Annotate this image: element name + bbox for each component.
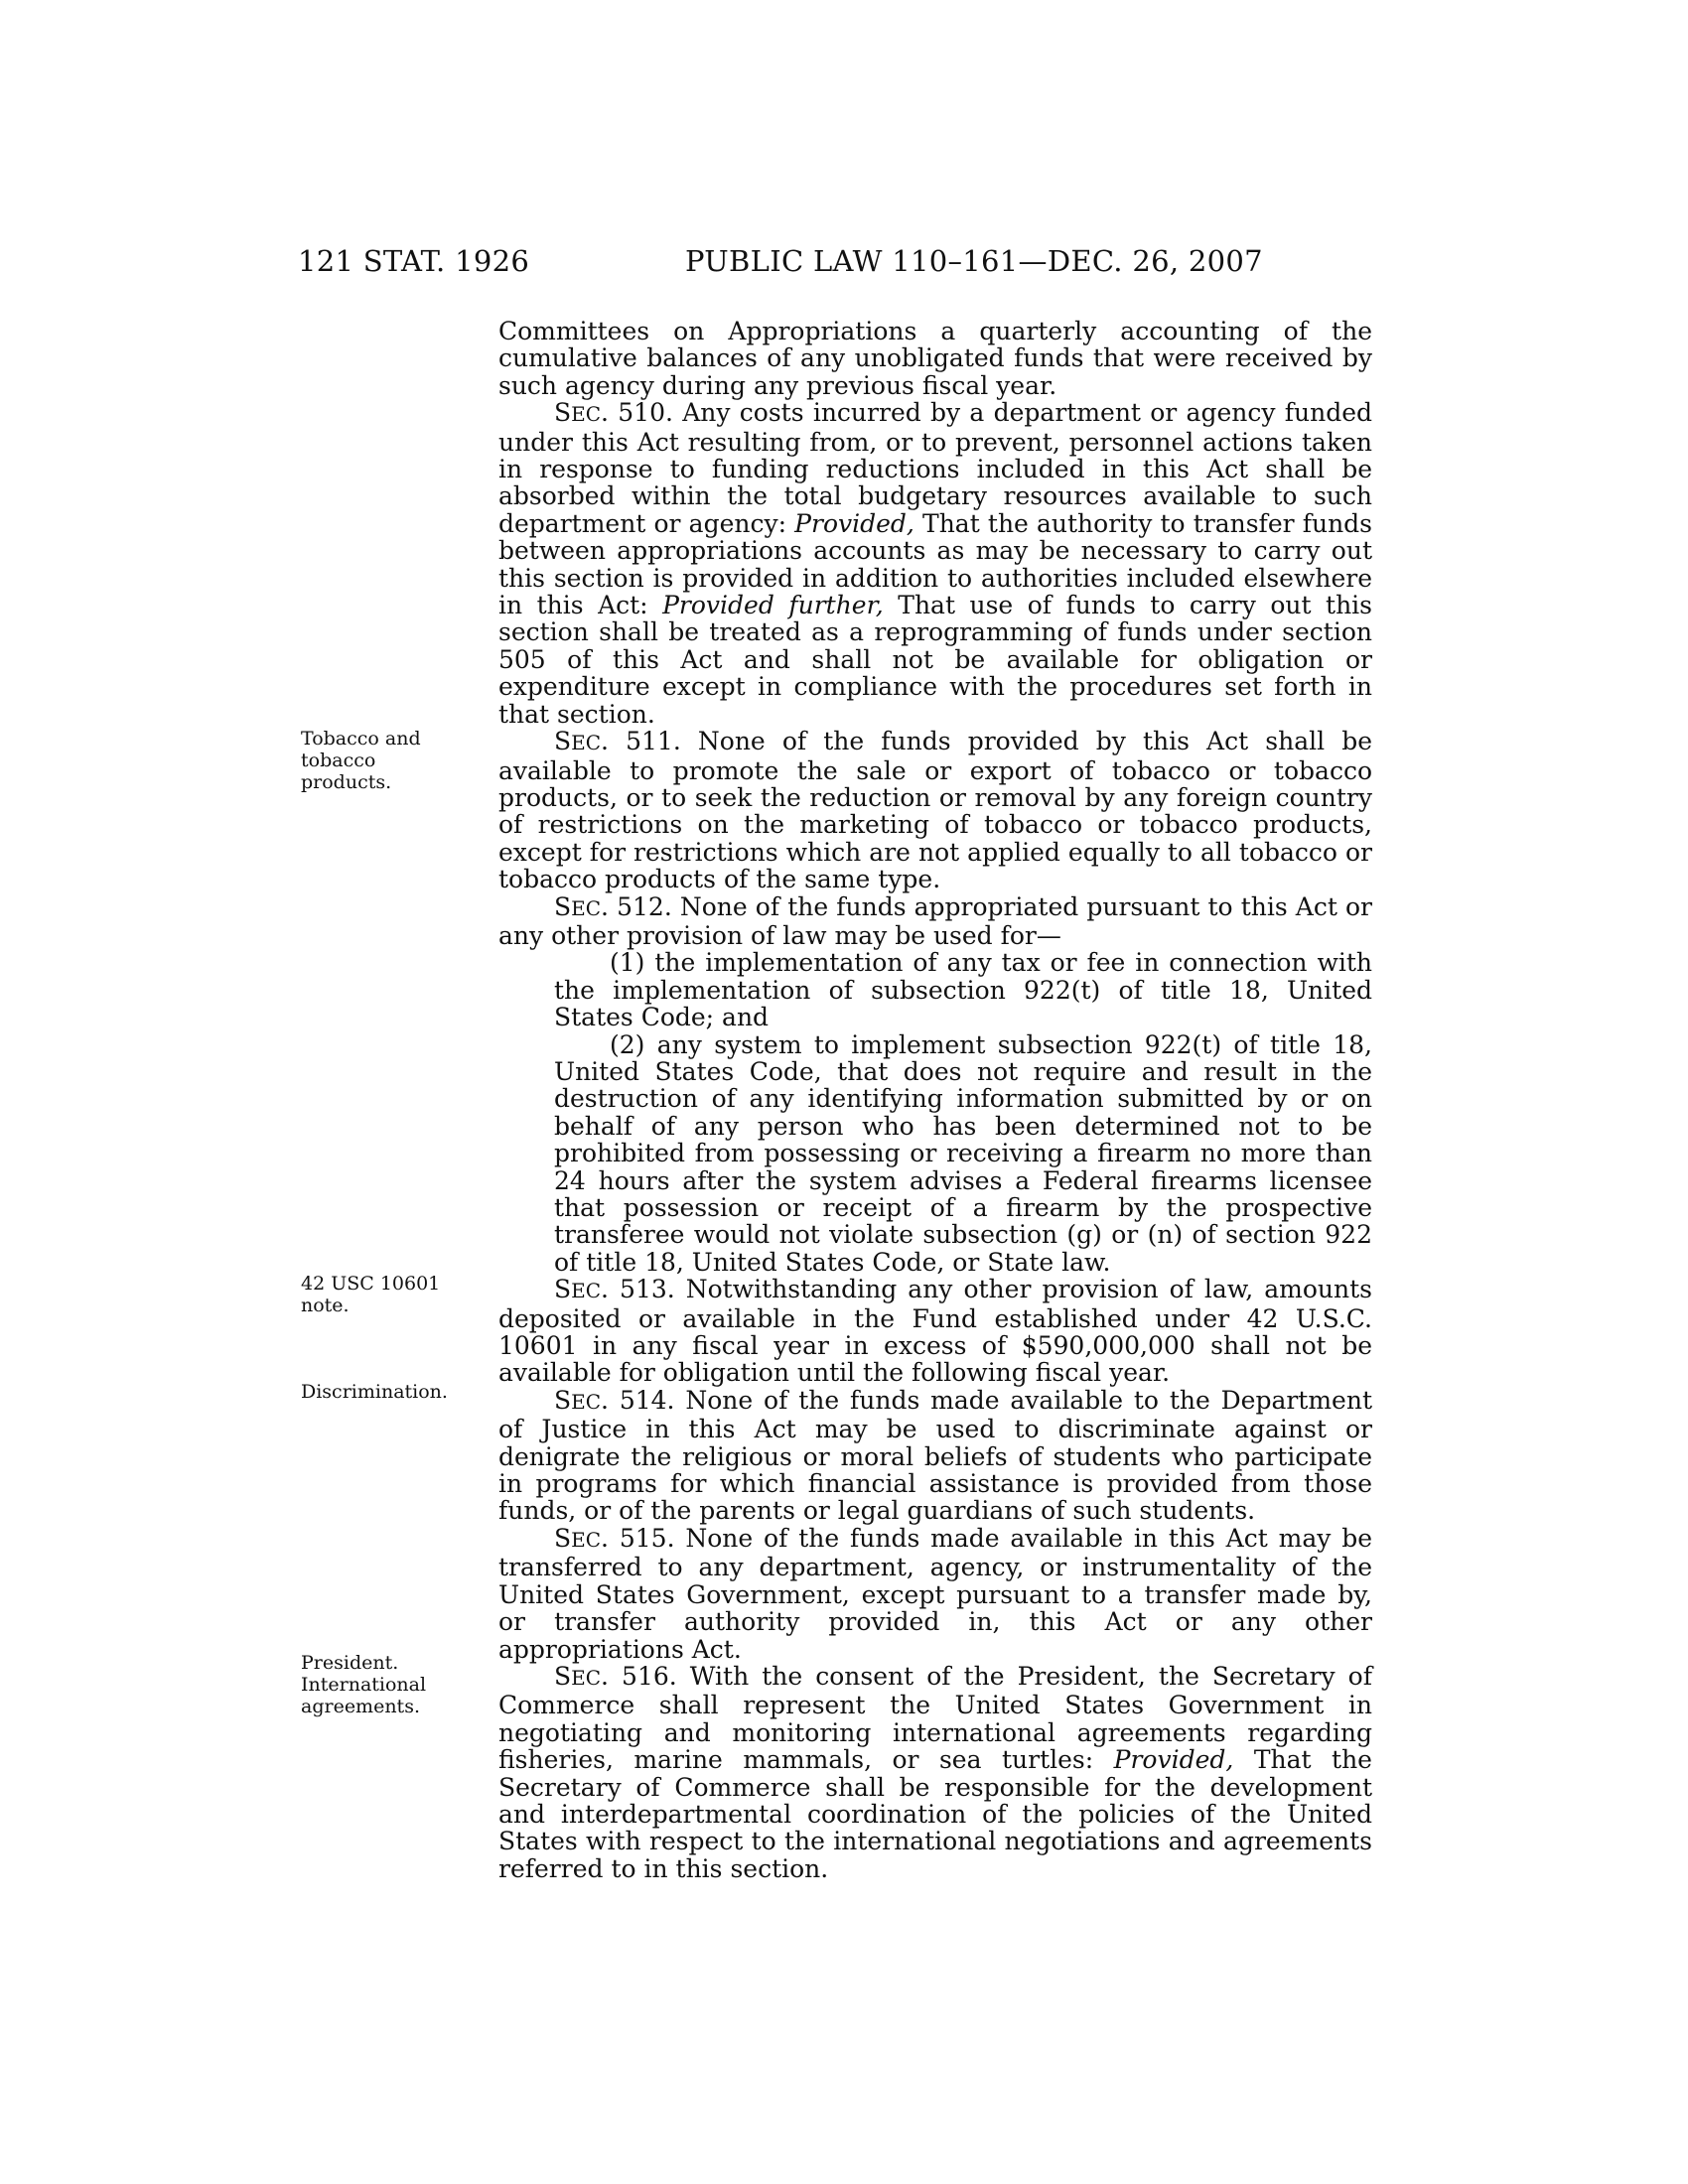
margin-note-line: tobacco products. — [301, 750, 392, 793]
section-514: SEC. 514. None of the funds made available to the Department of Justice in this Act may be used to discriminate against or denigrate the religious or moral beliefs of students who participate in programs for which financial assistance is provided from those funds, or of the parents or legal guardians of such students. — [498, 1385, 1373, 1526]
margin-note-line: International — [301, 1674, 427, 1696]
section-516: SEC. 516. With the consent of the President, the Secretary of Commerce shall represent the United States Government in negotiating and monitoring international agreements regarding fisheries, marine mammals, or sea turtles: Provided, That the Secretary of Commerce shall be responsible for the development and interdepartmental coordination of the policies of the United States with respect to the international negotiations and agreements referred to in this section. — [498, 1661, 1372, 1883]
stat-reference: 121 STAT. 1926 — [298, 244, 530, 278]
section-511: SEC. 511. None of the funds provided by this Act shall be available to promote the sale or export of tobacco or tobacco products, or to seek the reduction or removal by any foreign country of restrictions on the marketing of tobacco or tobacco products, except for restrictions which are not applied equally to all tobacco or tobacco products of the same type. — [498, 727, 1373, 894]
public-law-title: PUBLIC LAW 110–161—DEC. 26, 2007 — [685, 244, 1263, 278]
section-512-item-2: (2) any system to implement subsection 922(t) of title 18, United States Code, that does not require and result in the destruction of any identifying information submitted by or on behalf of any person who has been determined not to be prohibited from possessing or receiving a firearm no more than 24 hours after the system advises a Federal firearms licensee that possession or receipt of a firearm by the prospective transferee would not violate subsection (g) or (n) of section 922 of title 18, United States Code, or State law. — [554, 1029, 1372, 1277]
margin-note-line: note. — [301, 1295, 350, 1316]
margin-note-line: Discrimination. — [301, 1381, 448, 1403]
section-512-item-1: (1) the implementation of any tax or fee in connection with the implementation of subsection 922(t) of title 18, United States Code; and — [554, 948, 1372, 1032]
margin-note-tobacco — [301, 728, 460, 793]
margin-note-line: agreements. — [301, 1696, 420, 1717]
section-515: SEC. 515. None of the funds made available in this Act may be transferred to any department, agency, or instrumentality of the United States Government, except pursuant to a transfer made by, or transfer authority provided in, this Act or any other appropriations Act. — [498, 1523, 1372, 1664]
margin-note-line: President. — [301, 1652, 399, 1674]
page-header — [298, 244, 1370, 284]
continued-paragraph: Committees on Appropriations a quarterly accounting of the cumulative balances of any unobligated funds that were received by such agency during any previous fiscal year. — [498, 317, 1372, 400]
margin-note-discrimination — [301, 1381, 460, 1403]
document-body — [498, 318, 1372, 1882]
section-510: SEC. 510. Any costs incurred by a department or agency funded under this Act resulting from, or to prevent, personnel actions taken in response to funding reductions included in this Act shall be absorbed within the total budgetary resources available to such department or agency: Provided, That the authority to transfer funds between appropriations accounts as may be necessary to carry out this section is provided in addition to authorities included elsewhere in this Act: Provided further, That use of funds to carry out this section shall be treated as a reprogramming of funds under section 505 of this Act and shall not be available for obligation or expenditure except in compliance with the procedures set forth in that section. — [498, 398, 1373, 729]
section-513: SEC. 513. Notwithstanding any other provision of law, amounts deposited or available in the Fund established under 42 U.S.C. 10601 in any fiscal year in excess of $590,000,000 shall not be available for obligation until the following fiscal year. — [498, 1275, 1372, 1388]
margin-note-usc — [301, 1273, 460, 1316]
margin-note-line: 42 USC 10601 — [301, 1273, 441, 1295]
margin-note-line: Tobacco and — [301, 728, 421, 750]
section-512: SEC. 512. None of the funds appropriated pursuant to this Act or any other provision of law may be used for— — [498, 891, 1372, 950]
margin-note-president — [301, 1652, 460, 1717]
